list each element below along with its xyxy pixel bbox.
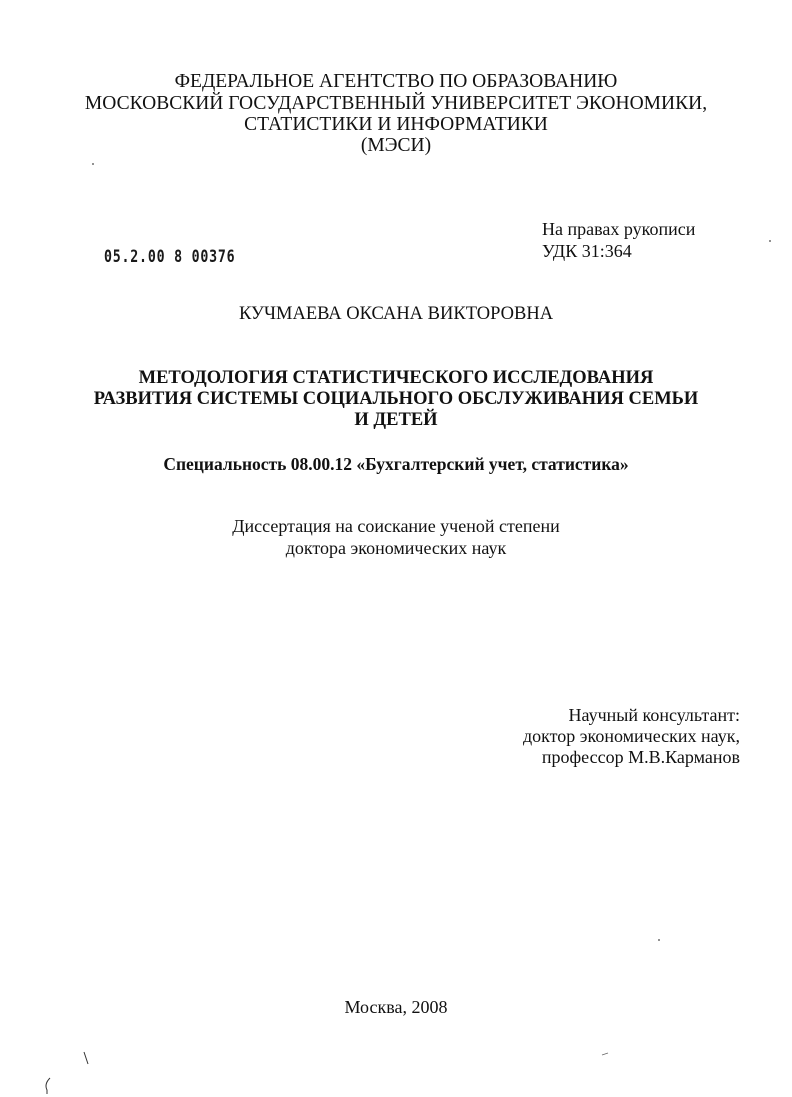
- scan-speck: [658, 939, 660, 941]
- consultant-degree: доктор экономических наук,: [523, 726, 740, 746]
- scan-scratch: [602, 1053, 608, 1055]
- header-line-abbreviation: (МЭСИ): [360, 135, 432, 156]
- title-line-3: И ДЕТЕЙ: [354, 410, 438, 430]
- manuscript-rights-label: На правах рукописи: [542, 219, 696, 239]
- header-line-university-cont: СТАТИСТИКИ И ИНФОРМАТИКИ: [244, 114, 548, 135]
- city-year: Москва, 2008: [344, 997, 448, 1017]
- scan-speck: [769, 240, 771, 242]
- specialty-code: Специальность 08.00.12 «Бухгалтерский учет, статистика»: [163, 454, 629, 474]
- library-stamp-code: 05.2.00 8 00376: [104, 247, 236, 267]
- header-line-agency: ФЕДЕРАЛЬНОЕ АГЕНТСТВО ПО ОБРАЗОВАНИЮ: [174, 71, 618, 92]
- scan-scratch: [84, 1052, 88, 1064]
- header-line-university: МОСКОВСКИЙ ГОСУДАРСТВЕННЫЙ УНИВЕРСИТЕТ ЭКОНОМИКИ,: [84, 93, 708, 114]
- title-line-1: МЕТОДОЛОГИЯ СТАТИСТИЧЕСКОГО ИССЛЕДОВАНИЯ: [138, 368, 654, 388]
- scan-speck: [92, 163, 94, 165]
- degree-line-2: доктора экономических наук: [285, 538, 507, 558]
- author-name: КУЧМАЕВА ОКСАНА ВИКТОРОВНА: [238, 304, 554, 324]
- udk-code: УДК 31:364: [542, 241, 632, 261]
- degree-line-1: Диссертация на соискание ученой степени: [232, 516, 560, 536]
- consultant-name: профессор М.В.Карманов: [541, 747, 740, 767]
- title-line-2: РАЗВИТИЯ СИСТЕМЫ СОЦИАЛЬНОГО ОБСЛУЖИВАНИЯ СЕМЬИ: [93, 389, 699, 409]
- consultant-label: Научный консультант:: [568, 705, 740, 725]
- scan-scratch: [46, 1078, 50, 1094]
